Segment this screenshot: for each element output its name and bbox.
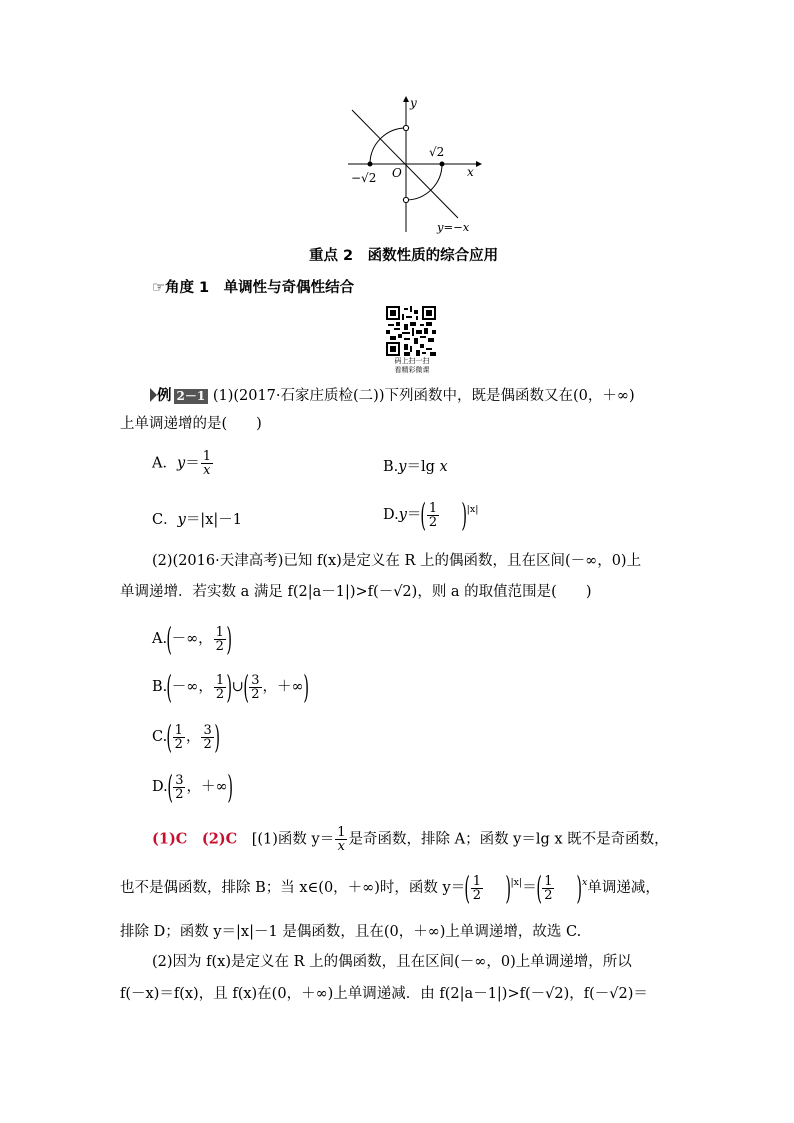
line-label: y=−x bbox=[437, 220, 470, 234]
y-axis-label: y bbox=[410, 96, 417, 110]
section-title: 重点 2 函数性质的综合应用 bbox=[309, 248, 499, 264]
open-point-top bbox=[403, 125, 408, 130]
function-graph bbox=[340, 94, 485, 236]
option-1a: A．y＝ $\frac{1}{x}$ bbox=[152, 449, 211, 478]
answers: (1)C (2)C bbox=[152, 830, 238, 848]
solution-line-3: 排除 D；函数 y＝|x|－1 是偶函数，且在(0，＋∞)上单调递增，故选 C. bbox=[120, 924, 582, 940]
option-1d: D.y＝( $\frac{1}{2}$ )$^{|x|}$ bbox=[383, 496, 479, 534]
example-question-1-line-1 bbox=[150, 386, 635, 406]
angle-heading bbox=[152, 276, 354, 297]
qr-caption-line-2: 看精彩微课 bbox=[394, 366, 430, 374]
example-number-badge: 2－1 bbox=[174, 389, 209, 404]
point-pos-sqrt2 bbox=[440, 162, 445, 167]
qr-caption bbox=[386, 357, 438, 375]
qr-code[interactable] bbox=[386, 306, 436, 356]
point-neg-sqrt2 bbox=[368, 162, 373, 167]
solution-line-2: 也不是偶函数，排除 B；当 x∈(0，＋∞)时，函数 y＝( $\frac{1}{2}$ )$^{|x|}$＝( $\frac{1}{2}$ )$^x$单调递减， bbox=[120, 869, 660, 907]
solution-line-5: f(－x)＝f(x)，且 f(x)在(0，＋∞)上单调递减．由 f(2|a－1|)>f(－√2)，f(－√2)＝ bbox=[120, 986, 648, 1002]
y-axis-arrow bbox=[403, 96, 409, 102]
x-axis-label: x bbox=[467, 165, 474, 179]
angle-label: 角度 1 单调性与奇偶性结合 bbox=[165, 280, 355, 296]
option-2a: A.(－∞， $\frac{1}{2}$ ) bbox=[152, 620, 233, 658]
example-question-1-line-2: 上单调递增的是( ) bbox=[120, 416, 262, 432]
example-label: 例 bbox=[157, 388, 172, 404]
question-2-line-1: (2)(2016·天津高考)已知 f(x)是定义在 R 上的偶函数，且在区间(－∞，0)上 bbox=[152, 553, 642, 569]
option-2b: B.(－∞， $\frac{1}{2}$ )∪( $\frac{3}{2}$ ，＋∞) bbox=[152, 668, 309, 706]
open-point-bottom bbox=[403, 197, 408, 202]
solution-line-1: (1)C (2)C [(1)函数 y＝ $\frac{1}{x}$ 是奇函数，排除 A；函数 y＝lg x 既不是奇函数， bbox=[152, 825, 669, 854]
qr-caption-line-1: 码上扫一扫 bbox=[394, 357, 430, 365]
question-1-text: (1)(2017·石家庄质检(二))下列函数中，既是偶函数又在(0，＋∞) bbox=[212, 388, 635, 404]
x-axis-arrow bbox=[476, 161, 482, 167]
option-2d: D.( $\frac{3}{2}$ ，＋∞) bbox=[152, 768, 233, 806]
arc-lower-right bbox=[406, 164, 442, 200]
solution-line-4: (2)因为 f(x)是定义在 R 上的偶函数，且在区间(－∞，0)上单调递增，所以 bbox=[152, 954, 632, 970]
origin-label: O bbox=[392, 166, 402, 180]
neg-sqrt2-label: −√2 bbox=[351, 171, 377, 185]
example-marker-icon bbox=[150, 388, 157, 402]
pos-sqrt2-label: √2 bbox=[429, 145, 445, 159]
option-2c: C.( $\frac{1}{2}$ ， $\frac{3}{2}$ ) bbox=[152, 718, 220, 756]
pointing-hand-icon: ☞ bbox=[152, 280, 165, 296]
option-1b: B.y＝lg x bbox=[383, 459, 448, 475]
question-2-line-2: 单调递增．若实数 a 满足 f(2|a－1|)>f(－√2)，则 a 的取值范围是( ) bbox=[120, 584, 592, 600]
option-1c: C．y＝|x|－1 bbox=[152, 512, 242, 528]
